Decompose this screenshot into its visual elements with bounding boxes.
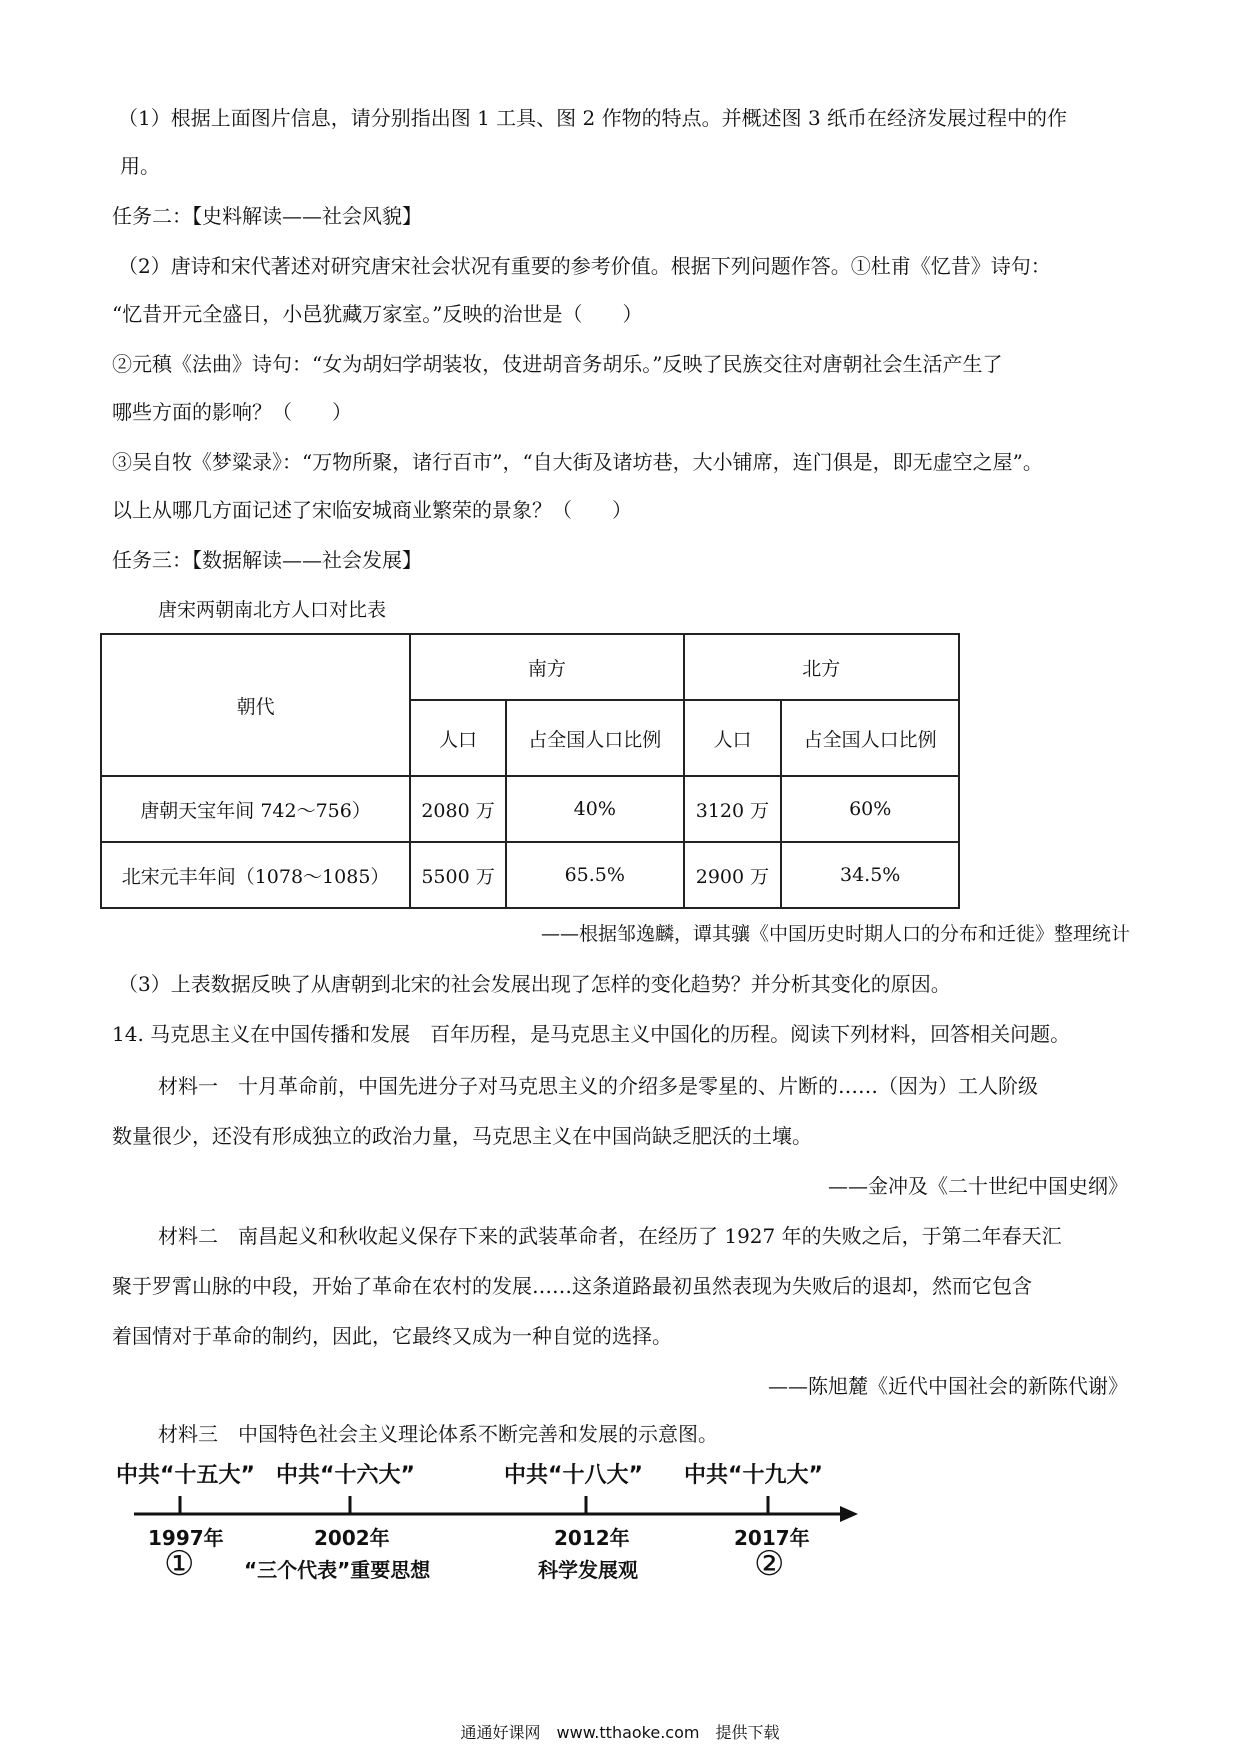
row-south-pop: 5500 万 — [410, 842, 506, 908]
row-north-ratio: 34.5% — [781, 842, 959, 908]
material-2-line-3: 着国情对于革命的制约，因此，它最终又成为一种自觉的选择。 — [112, 1324, 672, 1348]
q2-line-1: （2）唐诗和宋代著述对研究唐宋社会状况有重要的参考价值。根据下列问题作答。①杜甫《忆昔》诗句： — [118, 254, 1051, 278]
header-north: 北方 — [684, 634, 959, 700]
row-south-ratio: 40% — [506, 776, 684, 842]
q3-line-1: （3）上表数据反映了从唐朝到北宋的社会发展出现了怎样的变化趋势？并分析其变化的原因。 — [118, 972, 951, 996]
table-row — [101, 776, 959, 842]
material-1-line-1: 材料一 十月革命前，中国先进分子对马克思主义的介绍多是零星的、片断的……（因为）工人阶级 — [158, 1074, 1038, 1098]
timeline-blank-1: ① — [164, 1544, 195, 1584]
timeline-year-1997: 1997年 — [148, 1526, 224, 1550]
row-south-pop: 2080 万 — [410, 776, 506, 842]
material-3-line-1: 材料三 中国特色社会主义理论体系不断完善和发展的示意图。 — [158, 1422, 718, 1446]
material-2-line-2: 聚于罗霄山脉的中段，开始了革命在农村的发展……这条道路最初虽然表现为失败后的退却，然而它包含 — [112, 1274, 1032, 1298]
q2-line-4: 哪些方面的影响？（ ） — [112, 400, 352, 424]
header-south-pop: 人口 — [410, 700, 506, 776]
q1-line-2: 用。 — [120, 154, 160, 178]
q14-intro: 14. 马克思主义在中国传播和发展 百年历程，是马克思主义中国化的历程。阅读下列材料，回答相关问题。 — [112, 1022, 1071, 1046]
row-north-pop: 3120 万 — [684, 776, 782, 842]
timeline-year-2012: 2012年 — [554, 1526, 630, 1550]
header-dynasty: 朝代 — [101, 634, 410, 776]
row-south-ratio: 65.5% — [506, 842, 684, 908]
row-north-ratio: 60% — [781, 776, 959, 842]
task2-title: 任务二：【史料解读——社会风貌】 — [112, 204, 422, 228]
row-north-pop: 2900 万 — [684, 842, 782, 908]
header-north-pop: 人口 — [684, 700, 782, 776]
row-dynasty: 北宋元丰年间（1078～1085） — [101, 842, 410, 908]
material-2-line-1: 材料二 南昌起义和秋收起义保存下来的武装革命者，在经历了 1927 年的失败之后，于第二年春天汇 — [158, 1224, 1062, 1248]
task3-title: 任务三：【数据解读——社会发展】 — [112, 548, 422, 572]
table-caption: 唐宋两朝南北方人口对比表 — [158, 599, 387, 621]
timeline-label-19th: 中共“十九大” — [684, 1463, 823, 1488]
q2-line-3: ②元稹《法曲》诗句：“女为胡妇学胡装妆，伎进胡音务胡乐。”反映了民族交往对唐朝社会生活产生了 — [112, 352, 1003, 376]
timeline-sub-2002: “三个代表”重要思想 — [244, 1558, 431, 1582]
material-1-line-2: 数量很少，还没有形成独立的政治力量，马克思主义在中国尚缺乏肥沃的土壤。 — [112, 1124, 812, 1148]
timeline-year-2002: 2002年 — [314, 1526, 390, 1550]
material-1-source: ——金冲及《二十世纪中国史纲》 — [828, 1174, 1128, 1198]
timeline-label-15th: 中共“十五大” — [116, 1463, 255, 1488]
header-south: 南方 — [410, 634, 683, 700]
timeline-sub-2012: 科学发展观 — [538, 1558, 638, 1582]
page-footer: 通通好课网 www.tthaoke.com 提供下载 — [460, 1723, 780, 1742]
header-north-ratio: 占全国人口比例 — [781, 700, 959, 776]
q2-line-2: “忆昔开元全盛日，小邑犹藏万家室。”反映的治世是（ ） — [112, 302, 643, 326]
timeline-blank-2: ② — [754, 1544, 785, 1584]
timeline-label-18th: 中共“十八大” — [504, 1463, 643, 1488]
timeline-year-2017: 2017年 — [734, 1526, 810, 1550]
table-source: ——根据邹逸麟，谭其骧《中国历史时期人口的分布和迁徙》整理统计 — [540, 923, 1130, 945]
header-south-ratio: 占全国人口比例 — [506, 700, 684, 776]
q1-line-1: （1）根据上面图片信息，请分别指出图 1 工具、图 2 作物的特点。并概述图 3 纸币在经济发展过程中的作 — [118, 106, 1068, 130]
timeline-label-16th: 中共“十六大” — [276, 1463, 415, 1488]
theory-timeline — [110, 1440, 870, 1600]
material-2-source: ——陈旭麓《近代中国社会的新陈代谢》 — [768, 1374, 1128, 1398]
q2-line-5: ③吴自牧《梦粱录》：“万物所聚，诸行百市”，“自大街及诸坊巷，大小铺席，连门俱是，即无虚空之屋”。 — [112, 450, 1043, 474]
row-dynasty: 唐朝天宝年间 742～756） — [101, 776, 410, 842]
population-table — [100, 633, 960, 909]
q2-line-6: 以上从哪几方面记述了宋临安城商业繁荣的景象？（ ） — [112, 498, 632, 522]
table-row — [101, 842, 959, 908]
